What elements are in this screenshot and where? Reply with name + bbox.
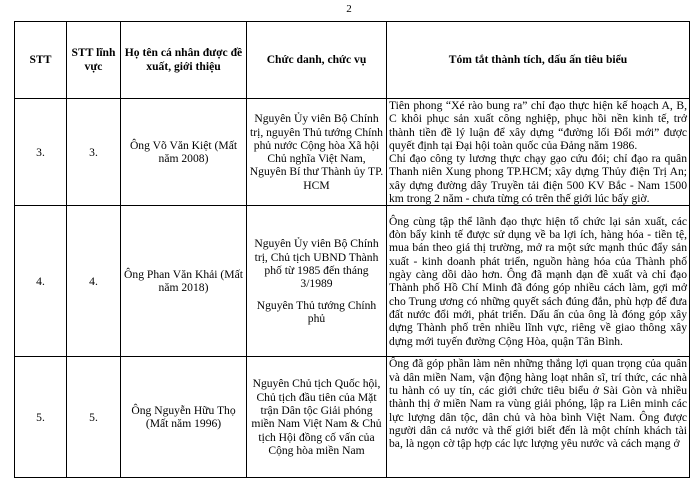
table-row <box>15 99 690 206</box>
page-number: 2 <box>346 3 352 15</box>
header-stt: STT <box>15 22 67 99</box>
table-row <box>15 206 690 357</box>
cell-position <box>247 206 387 357</box>
position-text: Nguyên Chủ tịch Quốc hội, Chủ tịch đầu tiên của Mặt trận Dân tộc Giải phóng miền Nam Việt Nam & Chủ tịch Hội đồng cố vấn của Cộng hòa miền Nam <box>251 377 382 457</box>
table-header-row <box>15 22 690 99</box>
header-position: Chức danh, chức vụ <box>247 22 387 99</box>
summary-paragraph: Chỉ đạo công ty lương thực chạy gạo cứu đói; chỉ đạo ra quân Thanh niên Xung phong TP.HCM; xây dựng Thủy điện Trị An; xây dựng đường dây Truyền tải điện 500 KV Bắc - Nam 1500 km trong 2 năm - chưa từng có trên thế giới lúc bấy giờ. <box>389 152 687 206</box>
cell-stt-field: 4. <box>67 206 121 357</box>
cell-stt: 3. <box>15 99 67 206</box>
cell-position <box>247 357 387 478</box>
cell-name: Ông Nguyễn Hữu Thọ (Mất năm 1996) <box>121 357 247 478</box>
position-text: Nguyên Thủ tướng Chính phủ <box>256 298 377 325</box>
header-summary: Tóm tắt thành tích, dấu ấn tiêu biểu <box>387 22 690 99</box>
table-row <box>15 357 690 478</box>
summary-paragraph: Ông cùng tập thể lãnh đạo thực hiện tổ chức lại sản xuất, các đòn bẩy kinh tế được sử dụng về ba lợi ích, hàng hóa - tiền tệ, mua bán theo giá thị trường, mở ra một sức mạnh thúc đẩy sản xuất - kinh doanh phát triển, nguồn hàng hóa của Thành phố ngày càng dồi dào hơn. Ông đã mạnh dạn đề xuất và chỉ đạo Thành phố Hồ Chí Minh đã đóng góp nhiều cách làm, gợi mở cho Trung ương có những quyết sách đúng đắn, phù hợp để đưa đất nước đổi mới, phát triển. Dấu ấn của ông là đóng góp xây dựng Thành phố trên nhiều lĩnh vực, riêng về giao thông xây dựng mới tuyến đường Cộng Hòa, quận Tân Bình. <box>389 214 687 348</box>
cell-position <box>247 99 387 206</box>
position-text: Nguyên Ủy viên Bộ Chính trị, nguyên Thủ tướng Chính phủ nước Cộng hòa Xã hội Chủ nghĩa Việt Nam, Nguyên Bí thư Thành ủy TP. HCM <box>249 112 384 192</box>
position-text: Nguyên Ủy viên Bộ Chính trị, Chủ tịch UBND Thành phố từ 1985 đến tháng 3/1989 <box>254 237 379 291</box>
cell-summary <box>387 206 690 357</box>
cell-stt-field: 5. <box>67 357 121 478</box>
header-stt-field: STT lĩnh vực <box>67 22 121 99</box>
summary-paragraph: Ông đã góp phần làm nên những thắng lợi quan trọng của quân và dân miền Nam, vận động hàng loạt nhân sĩ, trí thức, các nhà tu hành có uy tín, các giới chức tiêu biểu ở Sài Gòn và nhiều thành thị ở miền Nam ra vùng giải phóng, lập ra Liên minh các lực lượng dân tộc, dân chủ và hòa bình Việt Nam. Ông được người dân cả nước và thế giới biết đến là một chính khách tài ba, là ngọn cờ tập hợp các lực lượng yêu nước và cách mạng ở <box>389 357 687 451</box>
cell-summary <box>387 99 690 206</box>
cell-stt-field: 3. <box>67 99 121 206</box>
cell-name: Ông Phan Văn Khải (Mất năm 2018) <box>121 206 247 357</box>
cell-stt: 5. <box>15 357 67 478</box>
summary-paragraph: Tiên phong “Xé rào bung ra” chỉ đạo thực hiện kế hoạch A, B, C khôi phục sản xuất công nghiệp, phục hồi nền kinh tế, trở thành tiền đề lý luận để xây dựng “đường lối Đổi mới” được quyết định tại Đại hội toàn quốc của Đảng năm 1986. <box>389 99 687 152</box>
cell-summary <box>387 357 690 478</box>
cell-stt: 4. <box>15 206 67 357</box>
cell-name: Ông Võ Văn Kiệt (Mất năm 2008) <box>121 99 247 206</box>
header-name: Họ tên cá nhân được đề xuất, giới thiệu <box>121 22 247 99</box>
awards-table <box>14 21 690 478</box>
